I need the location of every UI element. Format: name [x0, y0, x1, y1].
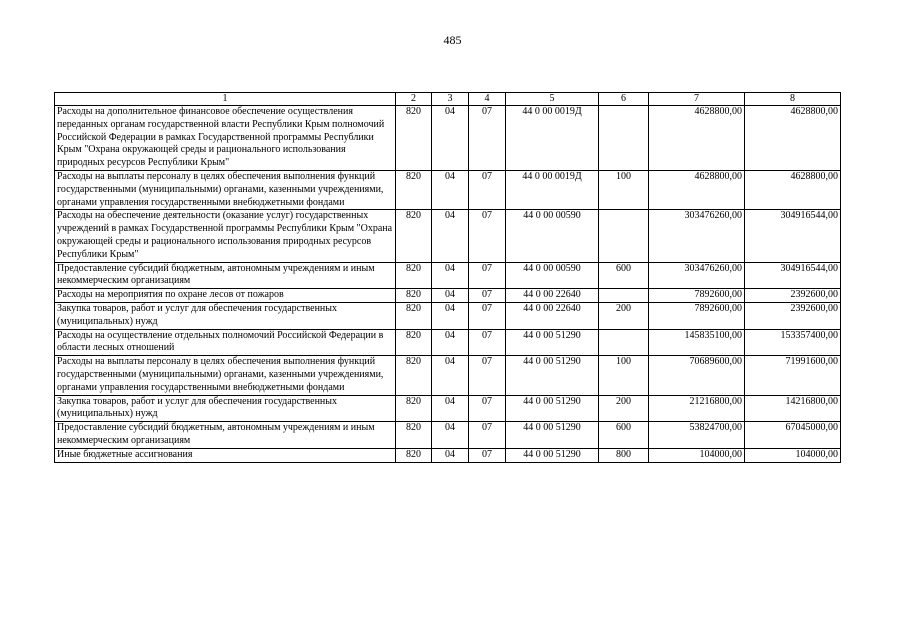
- description-cell: Предоставление субсидий бюджетным, автономным учреждениям и иным некоммерческим организациям: [55, 422, 396, 449]
- code-cell: 07: [469, 302, 506, 329]
- code-cell: 820: [396, 356, 432, 395]
- amount-cell: 303476260,00: [649, 210, 745, 262]
- code-cell: 07: [469, 262, 506, 289]
- code-cell: 100: [599, 170, 649, 209]
- code-cell: 07: [469, 170, 506, 209]
- code-cell: 04: [432, 329, 469, 356]
- description-cell: Закупка товаров, работ и услуг для обеспечения государственных (муниципальных) нужд: [55, 395, 396, 422]
- amount-cell: 104000,00: [649, 448, 745, 462]
- budget-table: [54, 92, 841, 463]
- header-cell: 2: [396, 93, 432, 106]
- amount-cell: 4628800,00: [649, 170, 745, 209]
- code-cell: 07: [469, 422, 506, 449]
- code-cell: 44 0 00 51290: [506, 422, 599, 449]
- amount-cell: 2392600,00: [745, 302, 841, 329]
- code-cell: 820: [396, 289, 432, 303]
- code-cell: 04: [432, 262, 469, 289]
- description-cell: Закупка товаров, работ и услуг для обеспечения государственных (муниципальных) нужд: [55, 302, 396, 329]
- amount-cell: 145835100,00: [649, 329, 745, 356]
- table-row: [55, 356, 841, 395]
- code-cell: 200: [599, 302, 649, 329]
- table-row: [55, 329, 841, 356]
- header-cell: 5: [506, 93, 599, 106]
- code-cell: 800: [599, 448, 649, 462]
- amount-cell: 21216800,00: [649, 395, 745, 422]
- code-cell: 820: [396, 262, 432, 289]
- description-cell: Расходы на выплаты персоналу в целях обеспечения выполнения функций государственными (муниципальными) органами, казенными учреждениями, органами управления государственными внебюджетными фондами: [55, 170, 396, 209]
- code-cell: 44 0 00 22640: [506, 302, 599, 329]
- code-cell: 820: [396, 422, 432, 449]
- amount-cell: 7892600,00: [649, 302, 745, 329]
- code-cell: 07: [469, 356, 506, 395]
- code-cell: 04: [432, 356, 469, 395]
- header-row: [55, 93, 841, 106]
- code-cell: 04: [432, 395, 469, 422]
- amount-cell: 2392600,00: [745, 289, 841, 303]
- amount-cell: 4628800,00: [745, 170, 841, 209]
- code-cell: 820: [396, 106, 432, 171]
- code-cell: 44 0 00 0019Д: [506, 106, 599, 171]
- code-cell: 04: [432, 210, 469, 262]
- header-cell: 4: [469, 93, 506, 106]
- amount-cell: 4628800,00: [745, 106, 841, 171]
- description-cell: Расходы на мероприятия по охране лесов от пожаров: [55, 289, 396, 303]
- table-row: [55, 106, 841, 171]
- code-cell: 100: [599, 356, 649, 395]
- code-cell: 820: [396, 302, 432, 329]
- code-cell: 820: [396, 448, 432, 462]
- description-cell: Иные бюджетные ассигнования: [55, 448, 396, 462]
- code-cell: 07: [469, 289, 506, 303]
- amount-cell: 53824700,00: [649, 422, 745, 449]
- description-cell: Расходы на дополнительное финансовое обеспечение осуществления переданных органам государственной власти Республики Крым полномочий Российской Федерации в рамках Государственной программы Республики Крым "Охрана окружающей среды и рационального использования природных ресурсов Республики Крым": [55, 106, 396, 171]
- table-row: [55, 262, 841, 289]
- code-cell: 04: [432, 422, 469, 449]
- amount-cell: 304916544,00: [745, 210, 841, 262]
- header-cell: 7: [649, 93, 745, 106]
- code-cell: 820: [396, 210, 432, 262]
- amount-cell: 303476260,00: [649, 262, 745, 289]
- amount-cell: 153357400,00: [745, 329, 841, 356]
- code-cell: [599, 106, 649, 171]
- code-cell: [599, 210, 649, 262]
- code-cell: 04: [432, 170, 469, 209]
- table-row: [55, 395, 841, 422]
- code-cell: 820: [396, 329, 432, 356]
- code-cell: 04: [432, 448, 469, 462]
- code-cell: 600: [599, 422, 649, 449]
- page-number: 485: [443, 33, 462, 47]
- code-cell: 820: [396, 170, 432, 209]
- code-cell: 200: [599, 395, 649, 422]
- description-cell: Расходы на обеспечение деятельности (оказание услуг) государственных учреждений в рамках Государственной программы Республики Крым "Охрана окружающей среды и рационального использования природных ресурсов Республики Крым": [55, 210, 396, 262]
- amount-cell: 14216800,00: [745, 395, 841, 422]
- code-cell: 44 0 00 22640: [506, 289, 599, 303]
- code-cell: 44 0 00 51290: [506, 329, 599, 356]
- amount-cell: 7892600,00: [649, 289, 745, 303]
- header-cell: 1: [55, 93, 396, 106]
- amount-cell: 104000,00: [745, 448, 841, 462]
- code-cell: [599, 329, 649, 356]
- table-row: [55, 289, 841, 303]
- table-row: [55, 210, 841, 262]
- code-cell: 07: [469, 210, 506, 262]
- code-cell: 07: [469, 448, 506, 462]
- code-cell: 600: [599, 262, 649, 289]
- amount-cell: 67045000,00: [745, 422, 841, 449]
- code-cell: 04: [432, 289, 469, 303]
- code-cell: 04: [432, 302, 469, 329]
- code-cell: 44 0 00 0019Д: [506, 170, 599, 209]
- amount-cell: 304916544,00: [745, 262, 841, 289]
- code-cell: 44 0 00 00590: [506, 210, 599, 262]
- header-cell: 3: [432, 93, 469, 106]
- amount-cell: 4628800,00: [649, 106, 745, 171]
- code-cell: 07: [469, 106, 506, 171]
- code-cell: 820: [396, 395, 432, 422]
- description-cell: Расходы на выплаты персоналу в целях обеспечения выполнения функций государственными (муниципальными) органами, казенными учреждениями, органами управления государственными внебюджетными фондами: [55, 356, 396, 395]
- code-cell: 44 0 00 00590: [506, 262, 599, 289]
- code-cell: 44 0 00 51290: [506, 356, 599, 395]
- amount-cell: 71991600,00: [745, 356, 841, 395]
- amount-cell: 70689600,00: [649, 356, 745, 395]
- table-row: [55, 302, 841, 329]
- table-row: [55, 448, 841, 462]
- code-cell: 07: [469, 395, 506, 422]
- code-cell: 04: [432, 106, 469, 171]
- description-cell: Предоставление субсидий бюджетным, автономным учреждениям и иным некоммерческим организациям: [55, 262, 396, 289]
- code-cell: 44 0 00 51290: [506, 448, 599, 462]
- header-cell: 8: [745, 93, 841, 106]
- description-cell: Расходы на осуществление отдельных полномочий Российской Федерации в области лесных отношений: [55, 329, 396, 356]
- header-cell: 6: [599, 93, 649, 106]
- code-cell: [599, 289, 649, 303]
- code-cell: 07: [469, 329, 506, 356]
- table-row: [55, 422, 841, 449]
- code-cell: 44 0 00 51290: [506, 395, 599, 422]
- table-row: [55, 170, 841, 209]
